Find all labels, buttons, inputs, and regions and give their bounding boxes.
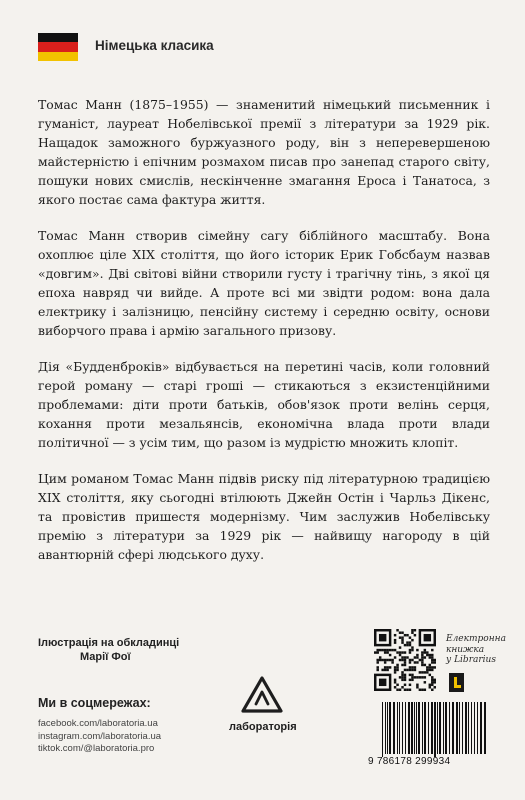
ebook-line: книжка	[446, 644, 485, 655]
social-link-tiktok[interactable]: tiktok.com/@laboratoria.pro	[38, 743, 155, 754]
isbn-number: 9 786178 299934	[368, 756, 451, 767]
series-title: Німецька класика	[95, 38, 214, 53]
social-link-instagram[interactable]: instagram.com/laboratoria.ua	[38, 730, 162, 742]
illustration-credit-artist: Марії Фої	[80, 651, 131, 663]
ebook-line: Електронна	[446, 634, 506, 644]
description-paragraph: Цим романом Томас Манн підвів риску під літературною традицією XIX століття, яку сьогодні втілюють Джейн Остін і Чарльз Дікенс, та провістив пришестя модернізму. Чим заслужив Нобелівську премію з літератури за 1929 рік — найвищу нагороду в цій авантюрній сфері людського духу.	[38, 471, 490, 562]
ebook-line: у Librarius	[446, 655, 496, 665]
social-links	[38, 718, 161, 756]
german-flag-icon	[38, 33, 78, 61]
triangle-lambda-logo-icon	[240, 675, 284, 715]
social-title: Ми в соцмережах:	[38, 696, 151, 710]
flag-stripe-black	[38, 33, 78, 42]
barcode-icon	[380, 702, 490, 757]
flag-stripe-red	[38, 42, 78, 51]
ebook-note	[446, 634, 506, 666]
publisher-logo	[229, 675, 297, 733]
qr-code-icon	[374, 629, 436, 691]
illustration-credit	[38, 636, 179, 664]
librarius-badge-icon	[449, 673, 464, 692]
flag-stripe-gold	[38, 52, 78, 61]
description-paragraph: Томас Манн створив сімейну сагу біблійного масштабу. Вона охоплює ціле XIX століття, що його історик Ерик Гобсбаум назвав «довгим». Дві світові війни створили густу і трагічну тінь, з якої ця епоха навряд чи вийде. А проте всі ми звідти родом: вона дала електрику і залізницю, пенсійну систему і середню освіту, основи виборчого права і армію загального призову.	[38, 228, 490, 338]
description-paragraph: Томас Манн (1875–1955) — знаменитий німецький письменник і гуманіст, лауреат Нобелівської премії з літератури за 1929 рік. Нащадок заможного буржуазного роду, він з неперевершеною майстерністю і епічним розмахом писав про занепад старого світу, пошуки нових смислів, нескінченне змагання Ероса і Танатоса, з якого постає сама фактура життя.	[38, 97, 490, 207]
illustration-credit-label: Ілюстрація на обкладинці	[38, 637, 180, 649]
social-link-facebook[interactable]: facebook.com/laboratoria.ua	[38, 718, 158, 729]
description-paragraph: Дія «Будденброків» відбувається на перетині часів, коли головний герой роману — старі гроші — стикаються з екзистенційними проблемами: діти проти батьків, обов'язок проти велінь серця, кохання проти мезальянсів, економічна влада проти влади політичної — з усім тим, що разом із мудрістю множить клопіт.	[38, 359, 490, 450]
book-description	[38, 95, 490, 581]
publisher-name: лабораторія	[229, 721, 297, 733]
